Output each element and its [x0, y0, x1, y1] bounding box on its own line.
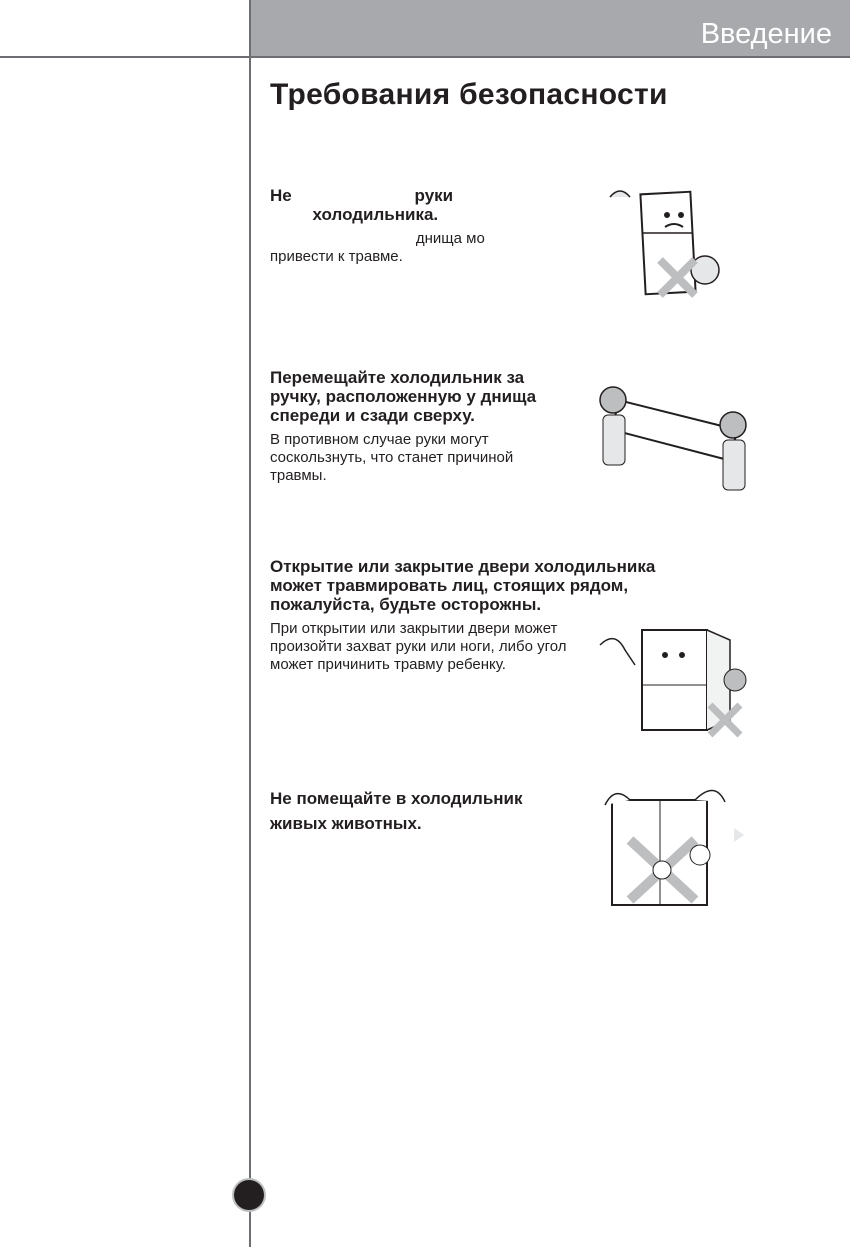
item-heading: Перемещайте холодильник за ручку, расположенную у днища спереди и сзади сверху.: [270, 368, 537, 425]
page-number-marker: [234, 1180, 264, 1210]
fridge-fall-illustration: [605, 185, 730, 305]
divider: [249, 0, 251, 1247]
door-opening-illustration: [590, 625, 750, 740]
safety-item: [270, 786, 570, 836]
item-body: В противном случае руки могут соскользнуть, что станет причиной травмы.: [270, 431, 514, 484]
page-title: Требования безопасности: [270, 78, 668, 111]
item-heading: Не помещайте в холодильник живых животных.: [270, 789, 523, 833]
safety-item: [270, 368, 575, 485]
moving-fridge-illustration: [588, 380, 763, 498]
item-body: привести к травме.: [270, 248, 403, 265]
section-header: [251, 0, 850, 56]
item-heading: Открытие или закрытие двери холодильника может травмировать лиц, стоящих рядом, пожалуйста, будьте осторожны.: [270, 557, 656, 614]
item-heading: Не руки: [270, 186, 454, 205]
safety-item: [270, 186, 570, 266]
no-animals-illustration: [600, 780, 750, 910]
item-heading: холодильника.: [270, 205, 439, 224]
section-title: Введение: [700, 18, 832, 50]
item-body: При открытии или закрытии двери может произойти захват руки или ноги, либо угол может причинить травму ребенку.: [270, 620, 567, 673]
divider: [0, 56, 850, 58]
item-body: днища мо: [270, 230, 485, 247]
